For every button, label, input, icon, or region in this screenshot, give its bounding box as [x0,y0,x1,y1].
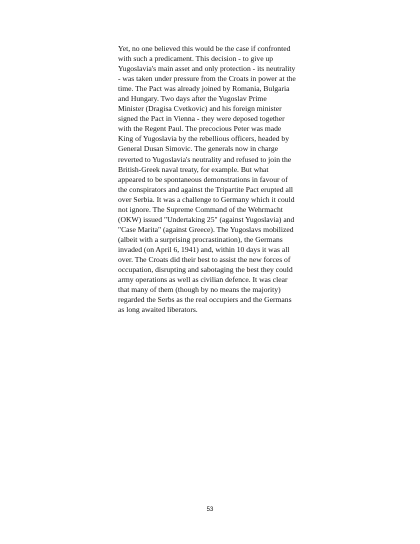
text-line: Yugoslavia's main asset and only protection - its neutrality [118,64,296,74]
text-line: with the Regent Paul. The precocious Peter was made [118,124,282,134]
text-line: not ignore. The Supreme Command of the Wehrmacht [118,204,283,214]
text-line: as long awaited liberators. [118,305,198,315]
text-line: and Hungary. Two days after the Yugoslav Prime [118,94,267,104]
text-line: regarded the Serbs as the real occupiers and the Germans [118,295,292,305]
text-line: over Serbia. It was a challenge to Germany which it could [118,194,295,204]
text-line: over. The Croats did their best to assist the new forces of [118,254,291,264]
text-line: with such a predicament. This decision - to give up [118,54,274,64]
text-line: Yet, no one believed this would be the case if confronted [118,44,291,53]
text-line: British-Greek naval treaty, for example. But what [118,164,269,174]
text-line: that many of them (though by no means the majority) [118,285,281,295]
text-line: (albeit with a surprising procrastination), the Germans [118,234,283,244]
text-line: army operations as well as civilian defence. It was clear [118,275,288,285]
text-line: the conspirators and against the Tripartite Pact erupted all [118,184,294,194]
text-line: King of Yugoslavia by the rebellious officers, headed by [118,134,290,144]
page-number: 53 [206,507,214,513]
text-line: occupation, disrupting and sabotaging the best they could [118,265,293,275]
text-line: time. The Pact was already joined by Romania, Bulgaria [118,84,290,94]
body-paragraph [118,44,318,315]
text-line: Minister (Dragisa Cvetkovic) and his foreign minister [118,104,282,114]
text-line: reverted to Yugoslavia's neutrality and refused to join the [118,154,292,164]
text-line: invaded (on April 6, 1941) and, within 10 days it was all [118,244,290,254]
text-line: "Case Marita" (against Greece). The Yugoslavs mobilized [118,224,294,234]
text-line: - was taken under pressure from the Croats in power at the [118,74,296,84]
text-line: signed the Pact in Vienna - they were deposed together [118,114,285,124]
text-line: appeared to be spontaneous demonstrations in favour of [118,174,288,184]
text-line: (OKW) issued "Undertaking 25" (against Yugoslavia) and [118,214,295,224]
text-line: General Dusan Simovic. The generals now in charge [118,144,278,154]
